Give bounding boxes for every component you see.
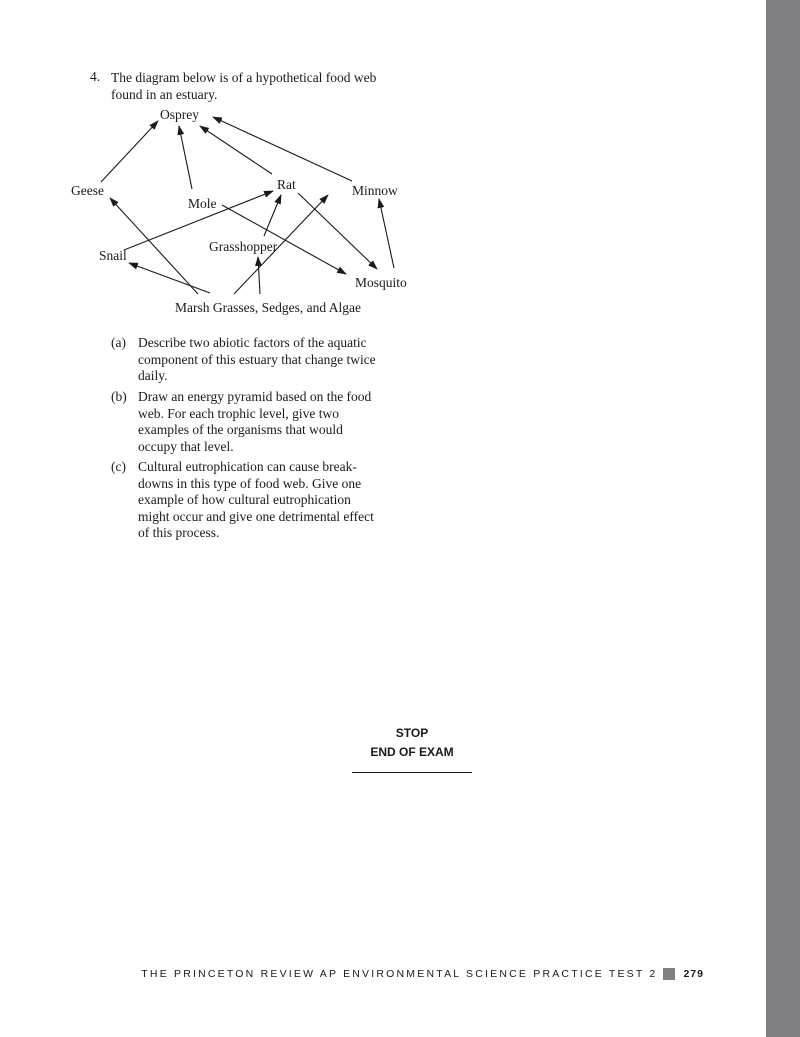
- arrow-producers-snail: [129, 263, 210, 293]
- question-number: 4.: [90, 69, 101, 84]
- end-of-exam-label: END OF EXAM: [370, 745, 454, 759]
- node-grasshopper: Grasshopper: [209, 239, 278, 254]
- node-producers: Marsh Grasses, Sedges, and Algae: [175, 300, 361, 315]
- node-osprey: Osprey: [160, 107, 199, 122]
- node-mole: Mole: [188, 196, 217, 211]
- part-text: Draw an energy pyramid based on the food web. For each trophic level, give two examples of the organisms that would occupy that level.: [138, 389, 372, 454]
- footer-square-icon: [663, 968, 675, 980]
- arrow-geese-osprey: [101, 121, 158, 182]
- question-stem: The diagram below is of a hypothetical food web found in an estuary.: [111, 70, 377, 102]
- page-number: 279: [683, 968, 704, 980]
- part-text: Cultural eutrophication can cause break-downs in this type of food web. Give one example of how cultural eutrophication might occur and give one detrimental effect of this process.: [138, 459, 374, 540]
- arrow-grasshopper-rat: [264, 195, 281, 236]
- part-label: (c): [111, 459, 126, 474]
- part-text: Describe two abiotic factors of the aquatic component of this estuary that change twice daily.: [138, 335, 376, 383]
- arrow-producers-grasshopper: [258, 257, 260, 294]
- running-title: THE PRINCETON REVIEW AP ENVIRONMENTAL SCIENCE PRACTICE TEST 2: [141, 968, 658, 980]
- arrow-rat-mosquito: [298, 193, 377, 269]
- node-rat: Rat: [277, 177, 296, 192]
- part-label: (b): [111, 389, 127, 404]
- part-label: (a): [111, 335, 126, 350]
- stop-label: STOP: [395, 726, 429, 740]
- node-geese: Geese: [71, 183, 104, 198]
- arrow-mosquito-minnow: [379, 199, 394, 268]
- end-rule: [352, 772, 472, 773]
- page-footer: [141, 968, 704, 980]
- arrow-mole-osprey: [179, 126, 192, 189]
- arrow-producers-geese: [110, 198, 198, 294]
- arrow-rat-osprey: [200, 126, 272, 174]
- node-snail: Snail: [99, 248, 127, 263]
- node-minnow: Minnow: [352, 183, 398, 198]
- node-mosquito: Mosquito: [355, 275, 407, 290]
